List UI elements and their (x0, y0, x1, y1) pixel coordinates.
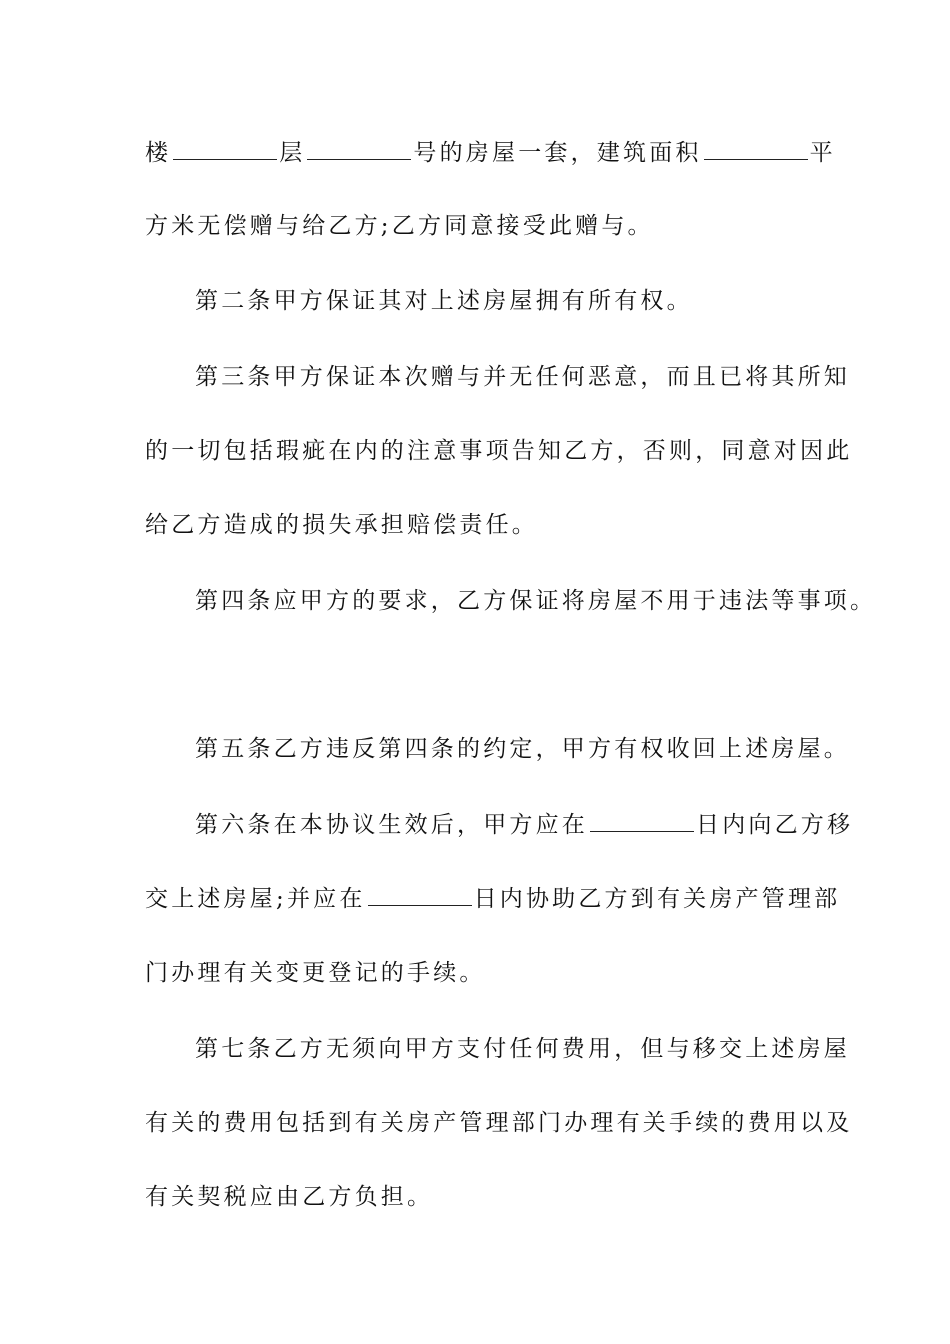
article-3: 第三条甲方保证本次赠与并无任何恶意，而且已将其所知 (195, 364, 850, 390)
text-line (145, 138, 836, 168)
text-line: 门办理有关变更登记的手续。 (145, 960, 486, 986)
fill-in-blank (173, 139, 277, 160)
text-segment: 楼 (145, 140, 172, 166)
article-5: 第五条乙方违反第四条的约定，甲方有权收回上述房屋。 (195, 736, 850, 762)
text-segment: 平 (809, 140, 836, 166)
text-line: 的一切包括瑕疵在内的注意事项告知乙方，否则，同意对因此 (145, 438, 853, 464)
fill-in-blank (704, 139, 808, 160)
text-segment: 层 (279, 140, 306, 166)
text-segment: 第六条在本协议生效后，甲方应在 (195, 812, 588, 838)
text-segment: 交上述房屋;并应在 (145, 886, 366, 912)
fill-in-blank (368, 885, 472, 906)
fill-in-blank (590, 811, 694, 832)
fill-in-blank (307, 139, 411, 160)
text-line: 有关的费用包括到有关房产管理部门办理有关手续的费用以及 (145, 1110, 853, 1136)
text-segment: 号的房屋一套，建筑面积 (413, 140, 702, 166)
article-2: 第二条甲方保证其对上述房屋拥有所有权。 (195, 288, 693, 314)
article-7: 第七条乙方无须向甲方支付任何费用，但与移交上述房屋 (195, 1036, 850, 1062)
text-line (145, 884, 840, 914)
text-line: 有关契税应由乙方负担。 (145, 1184, 434, 1210)
text-segment: 日内协助乙方到有关房产管理部 (473, 886, 841, 912)
article-4: 第四条应甲方的要求，乙方保证将房屋不用于违法等事项。 (195, 588, 877, 614)
text-segment: 日内向乙方移 (696, 812, 854, 838)
text-line: 方米无偿赠与给乙方;乙方同意接受此赠与。 (145, 213, 654, 239)
text-line: 给乙方造成的损失承担赔偿责任。 (145, 512, 538, 538)
article-6 (195, 810, 853, 840)
